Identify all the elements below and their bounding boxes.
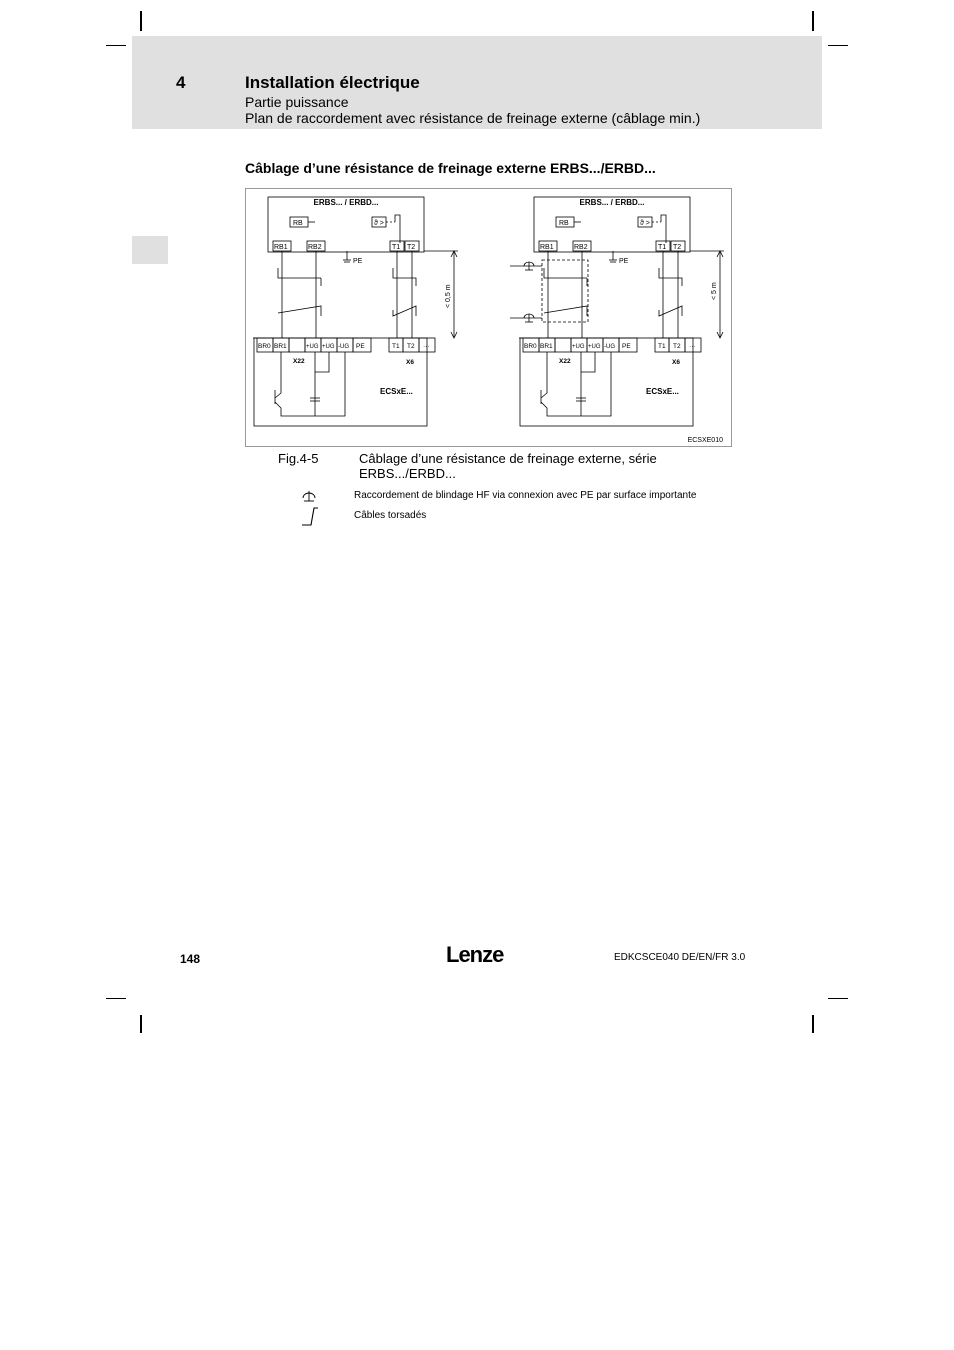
shield-ground-icon [300, 489, 318, 503]
chapter-subsubtitle: Plan de raccordement avec résistance de freinage externe (câblage min.) [245, 110, 701, 126]
pe-label: PE [353, 258, 363, 265]
thermal-contact-label: ϑ > [640, 220, 650, 227]
x6-label: X6 [672, 359, 680, 366]
x6-label: X6 [406, 359, 414, 366]
figure-id: ECSXE010 [687, 437, 723, 444]
crop-mark [812, 1015, 814, 1033]
resistor-symbol-label: RB [293, 220, 303, 227]
x22-label: X22 [293, 358, 305, 365]
x6-terminal: ··· [423, 343, 430, 350]
resistor-box-title: ERBS... / ERBD... [313, 198, 379, 207]
chapter-title: Installation électrique [245, 73, 420, 92]
device-box [254, 338, 427, 426]
x22-terminal: -UG [338, 344, 349, 350]
legend-shield-text: Raccordement de blindage HF via connexion avec PE par surface importante [354, 490, 697, 501]
x22-label: X22 [559, 358, 571, 365]
terminal-label: T2 [407, 244, 416, 251]
terminal-label: T2 [673, 244, 682, 251]
crop-mark [140, 11, 142, 31]
terminal-label: RB2 [308, 244, 322, 251]
x22-terminal: -UG [604, 344, 615, 350]
wiring-diagram-right [510, 197, 724, 426]
figure-caption: Câblage d’une résistance de freinage externe, série ERBS.../ERBD... [359, 451, 657, 481]
x22-terminal: +UG [322, 344, 335, 350]
terminal-label: RB1 [274, 244, 288, 251]
x22-terminal: +UG [306, 344, 319, 350]
x6-terminal: T2 [673, 343, 681, 350]
chapter-number: 4 [176, 73, 186, 92]
x22-terminal: +UG [572, 344, 585, 350]
page-number: 148 [180, 952, 201, 966]
crop-mark [106, 998, 126, 999]
wiring-diagram-left [253, 197, 458, 426]
x22-terminal: +UG [588, 344, 601, 350]
resistor-symbol-label: RB [559, 220, 569, 227]
x6-terminal: ··· [689, 343, 696, 350]
section-heading: Câblage d’une résistance de freinage externe ERBS.../ERBD... [245, 160, 656, 176]
thermal-contact-label: ϑ > [374, 220, 384, 227]
pe-label: PE [619, 258, 629, 265]
x6-terminal: T2 [407, 343, 415, 350]
legend-twist-text: Câbles torsadés [354, 510, 427, 521]
chapter-side-tab [132, 236, 168, 264]
shield-ground-icon [524, 262, 534, 322]
brand-logo: Lenze [446, 942, 504, 967]
wiring-diagram [245, 188, 732, 447]
terminal-label: RB1 [540, 244, 554, 251]
crop-mark [140, 1015, 142, 1033]
distance-label: < 0,5 m [445, 284, 452, 308]
x22-terminal: BR1 [274, 343, 287, 350]
x22-terminal: BR0 [524, 343, 537, 350]
terminal-label: RB2 [574, 244, 588, 251]
x22-terminal: PE [622, 343, 631, 350]
terminal-label: T1 [392, 244, 401, 251]
crop-mark [828, 45, 848, 46]
twisted-cable-icon [300, 506, 320, 528]
device-label: ECSxE... [380, 387, 413, 396]
document-code: EDKCSCE040 DE/EN/FR 3.0 [614, 952, 746, 963]
x22-terminal: PE [356, 343, 365, 350]
crop-mark [812, 11, 814, 31]
x22-terminal: BR0 [258, 343, 271, 350]
x6-terminal: T1 [658, 343, 666, 350]
figure-label: Fig.4-5 [278, 451, 319, 466]
x22-terminal: BR1 [540, 343, 553, 350]
chapter-subtitle: Partie puissance [245, 94, 349, 110]
device-label: ECSxE... [646, 387, 679, 396]
distance-label: < 5 m [711, 282, 718, 300]
resistor-box-title: ERBS... / ERBD... [579, 198, 645, 207]
crop-mark [828, 998, 848, 999]
crop-mark [106, 45, 126, 46]
x6-terminal: T1 [392, 343, 400, 350]
terminal-label: T1 [658, 244, 667, 251]
